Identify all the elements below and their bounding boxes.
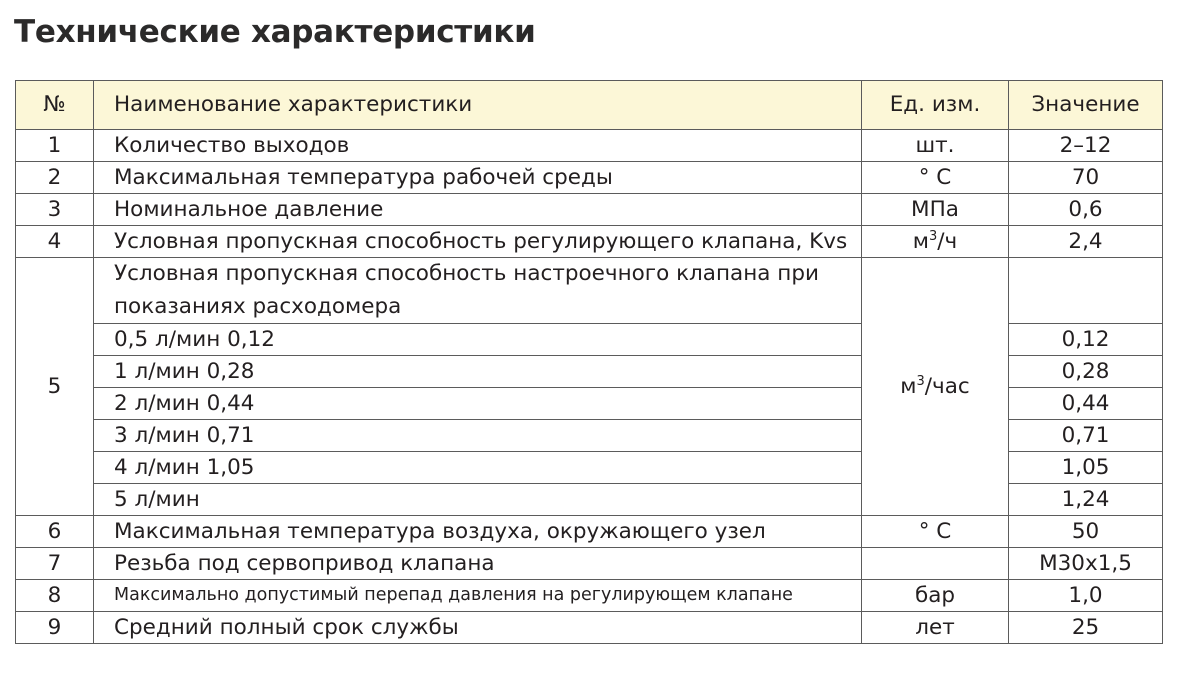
row-name: Максимально допустимый перепад давления на регулирующем клапане: [94, 580, 862, 612]
row-value: 50: [1009, 516, 1163, 548]
table-header-row: [16, 81, 1163, 130]
row-number: 5: [16, 258, 94, 516]
column-header-unit: Ед. изм.: [862, 81, 1009, 130]
sub-row-name: 1 л/мин 0,28: [94, 356, 862, 388]
row-unit: бар: [862, 580, 1009, 612]
sub-row-name: 2 л/мин 0,44: [94, 388, 862, 420]
row-name: Средний полный срок службы: [94, 612, 862, 644]
table-row: [16, 130, 1163, 162]
sub-row-value: 1,24: [1009, 484, 1163, 516]
sub-row-value: 0,28: [1009, 356, 1163, 388]
table-row: [16, 516, 1163, 548]
row-name: Максимальная температура рабочей среды: [94, 162, 862, 194]
table-row: [16, 162, 1163, 194]
row-number: 7: [16, 548, 94, 580]
row-name: Максимальная температура воздуха, окружающего узел: [94, 516, 862, 548]
row-value: 70: [1009, 162, 1163, 194]
row-unit: ° С: [862, 516, 1009, 548]
row-unit: ° С: [862, 162, 1009, 194]
sub-row-name: 5 л/мин: [94, 484, 862, 516]
row-number: 3: [16, 194, 94, 226]
unit-superscript: 3: [916, 373, 925, 389]
row-number: 6: [16, 516, 94, 548]
table-row: [16, 194, 1163, 226]
unit-tail: /час: [924, 373, 970, 399]
unit-base: м: [912, 228, 929, 254]
row-value: 0,6: [1009, 194, 1163, 226]
table-row: [16, 580, 1163, 612]
table-row: [16, 612, 1163, 644]
column-header-value: Значение: [1009, 81, 1163, 130]
row-value: 2–12: [1009, 130, 1163, 162]
table-row: [16, 548, 1163, 580]
unit-base: м: [900, 373, 917, 399]
row-value: [1009, 258, 1163, 324]
row-number: 9: [16, 612, 94, 644]
sub-row-name: 3 л/мин 0,71: [94, 420, 862, 452]
row-number: 2: [16, 162, 94, 194]
row-name: Условная пропускная способность настроечного клапана при показаниях расходомера: [94, 258, 862, 324]
row-name: Количество выходов: [94, 130, 862, 162]
table-row: [16, 226, 1163, 258]
sub-row-value: 1,05: [1009, 452, 1163, 484]
row-number: 8: [16, 580, 94, 612]
sub-row-name: 0,5 л/мин 0,12: [94, 324, 862, 356]
row-unit: шт.: [862, 130, 1009, 162]
row-unit: [862, 226, 1009, 258]
sub-row-value: 0,12: [1009, 324, 1163, 356]
page-title: Технические характеристики: [14, 14, 536, 50]
unit-superscript: 3: [929, 228, 938, 244]
row-value: 2,4: [1009, 226, 1163, 258]
row-unit: МПа: [862, 194, 1009, 226]
column-header-number: №: [16, 81, 94, 130]
table-row: [16, 258, 1163, 324]
row-unit: [862, 258, 1009, 516]
row-number: 1: [16, 130, 94, 162]
row-value: 25: [1009, 612, 1163, 644]
sub-row-value: 0,71: [1009, 420, 1163, 452]
row-name: Номинальное давление: [94, 194, 862, 226]
unit-tail: /ч: [937, 228, 958, 254]
sub-row-name: 4 л/мин 1,05: [94, 452, 862, 484]
row-name: Условная пропускная способность регулирующего клапана, Kvs: [94, 226, 862, 258]
row-number: 4: [16, 226, 94, 258]
row-value: 1,0: [1009, 580, 1163, 612]
row-unit: лет: [862, 612, 1009, 644]
column-header-name: Наименование характеристики: [94, 81, 862, 130]
row-name: Резьба под сервопривод клапана: [94, 548, 862, 580]
sub-row-value: 0,44: [1009, 388, 1163, 420]
specifications-table: [15, 80, 1163, 644]
row-value: М30х1,5: [1009, 548, 1163, 580]
row-unit: [862, 548, 1009, 580]
